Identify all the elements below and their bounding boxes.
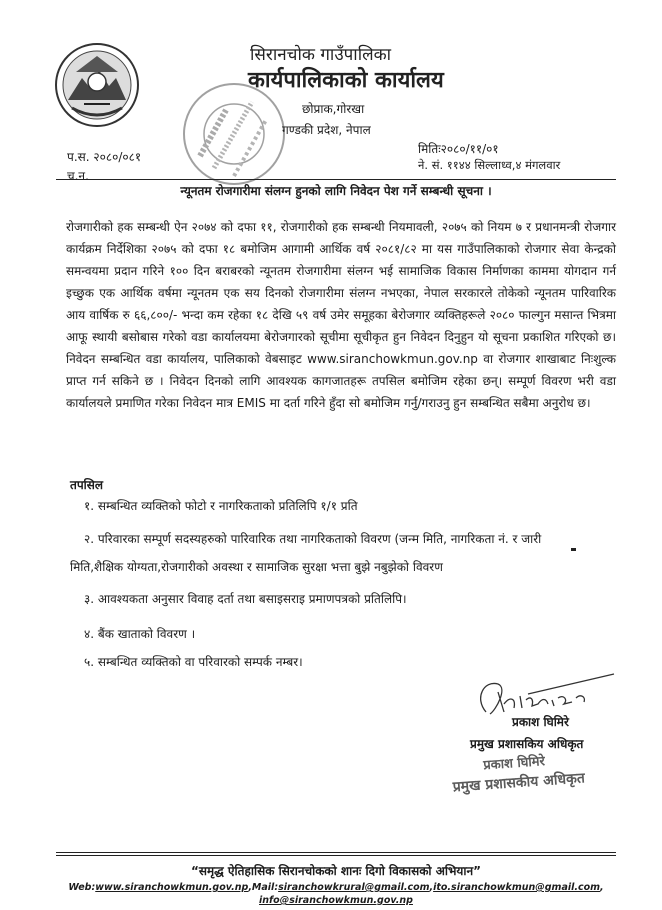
web-label: Web: <box>68 882 96 893</box>
address-line-1: छोप्राक,गोरखा <box>302 102 365 116</box>
email-link-info[interactable]: info@siranchowkmun.gov.np <box>259 895 413 906</box>
list-item: ३. आवश्यकता अनुसार विवाह दर्ता तथा बसाइसराइ प्रमाणपत्रको प्रतिलिपि। <box>84 592 407 606</box>
stamp-title: प्रमुख प्रशासकीय अधिकृत <box>452 770 586 796</box>
signatory-title: प्रमुख प्रशासकिय अधिकृत <box>470 737 584 751</box>
reference-number: प.स. २०८०/०८१ <box>67 150 142 164</box>
email-link-ito[interactable]: ito.siranchowkmun@gmail.com <box>433 882 601 893</box>
municipality-name: सिरानचोक गाउँपालिका <box>250 45 392 65</box>
header-divider <box>56 179 616 180</box>
signatory-name: प्रकाश घिमिरे <box>512 715 569 729</box>
name-stamp <box>451 744 614 801</box>
footer-contacts: Web:www.siranchowkmun.gov.np,Mail:siranchowkrural@gmail.com,ito.siranchowkmun@gmail.com, info@siranchowkmun.gov.np <box>68 882 604 906</box>
notice-subject: न्यूनतम रोजगारीमा संलग्न हुनको लागि निवेदन पेश गर्ने सम्बन्धी सूचना । <box>180 184 492 198</box>
nepal-government-emblem-icon <box>54 42 140 128</box>
notice-body: रोजगारीको हक सम्बन्धी ऐन २०७४ को दफा ११, रोजगारीको हक सम्बन्धी नियमावली, २०७५ को नियम ७ र प्रधानमन्त्री रोजगार कार्यक्रम निर्देशिका २०७५ को दफा १८ बमोजिम आगामी आर्थिक वर्ष २०८१/८२ मा यस गाउँपालिकाको रोजगार सेवा केन्द्रको समन्वयमा प्रदान गरिने १०० दिन बराबरको न्यूनतम रोजगारीमा संलग्न भई सामाजिक विकास निर्माणका काममा योगदान गर्न इच्छुक एक आर्थिक वर्षमा न्यूनतम एक सय दिनको रोजगारीमा संलग्न नभएका, नेपाल सरकारले तोकेको न्यूनतम पारिवारिक आय वार्षिक रु ६६,८००/- भन्दा कम रहेका १८ देखि ५९ वर्ष उमेर समूहका बेरोजगार व्यक्तिहरूले २०८० फाल्गुन मसान्त भित्रमा आफू स्थायी बसोबास गरेको वडा कार्यालयमा बेरोजगारको सूचीमा सूचीकृत हुन निवेदन दिनुहुन यो सूचना प्रकाशित गरिएको छ। निवेदन सम्बन्धित वडा कार्यालय, पालिकाको वेबसाइट www.siranchowkmun.gov.np वा रोजगार शाखाबाट निःशुल्क प्राप्त गर्न सकिने छ । निवेदन दिनको लागि आवश्यक कागजातहरू तपसिल बमोजिम रहेका छन्। सम्पूर्ण विवरण भरी वडा कार्यालयले प्रमाणित गरेका निवेदन मात्र EMIS मा दर्ता गरिने हुँदा सो बमोजिम गर्नु/गराउनु हुन सम्बन्धित सबैमा अनुरोध छ। <box>66 220 616 410</box>
dispatch-number: च.न. <box>67 169 89 183</box>
website-link[interactable]: www.siranchowkmun.gov.np <box>95 882 249 893</box>
footer-divider-top <box>56 852 616 853</box>
footer-divider-bottom <box>56 855 616 856</box>
nepal-sambat-date: ने. सं. ११४४ सिल्लाध्व,४ मंगलवार <box>418 158 561 172</box>
list-item: २. परिवारका सम्पूर्ण सदस्यहरुको पारिवारिक तथा नागरिकताको विवरण (जन्म मिति, नागरिकता नं. र जारी <box>84 532 542 546</box>
round-office-stamp-icon <box>180 80 288 188</box>
mail-label: ,Mail: <box>248 882 279 893</box>
stray-mark <box>571 548 576 551</box>
email-link-rural[interactable]: siranchowkrural@gmail.com <box>278 882 430 893</box>
list-item: ४. बैंक खाताको विवरण । <box>84 627 196 641</box>
address-line-2: गण्डकी प्रदेश, नेपाल <box>282 123 371 137</box>
office-name: कार्यपालिकाको कार्यालय <box>248 68 444 93</box>
footer-slogan: “समृद्ध ऐतिहासिक सिरानचोकको शानः दिगो विकासको अभियान” <box>190 864 482 878</box>
list-item: ५. सम्बन्धित व्यक्तिको वा परिवारको सम्पर्क नम्बर। <box>84 655 303 669</box>
date: मितिः२०८०/११/०१ <box>418 142 499 156</box>
tapasil-heading: तपसिल <box>70 478 104 492</box>
list-item: मिति,शैक्षिक योग्यता,रोजगारीको अवस्था र सामाजिक सुरक्षा भत्ता बुझे नबुझेको विवरण <box>70 560 443 574</box>
stamp-name: प्रकाश घिमिरे <box>482 754 546 774</box>
list-item: १. सम्बन्धित व्यक्तिको फोटो र नागरिकताको प्रतिलिपि १/१ प्रति <box>84 499 358 513</box>
